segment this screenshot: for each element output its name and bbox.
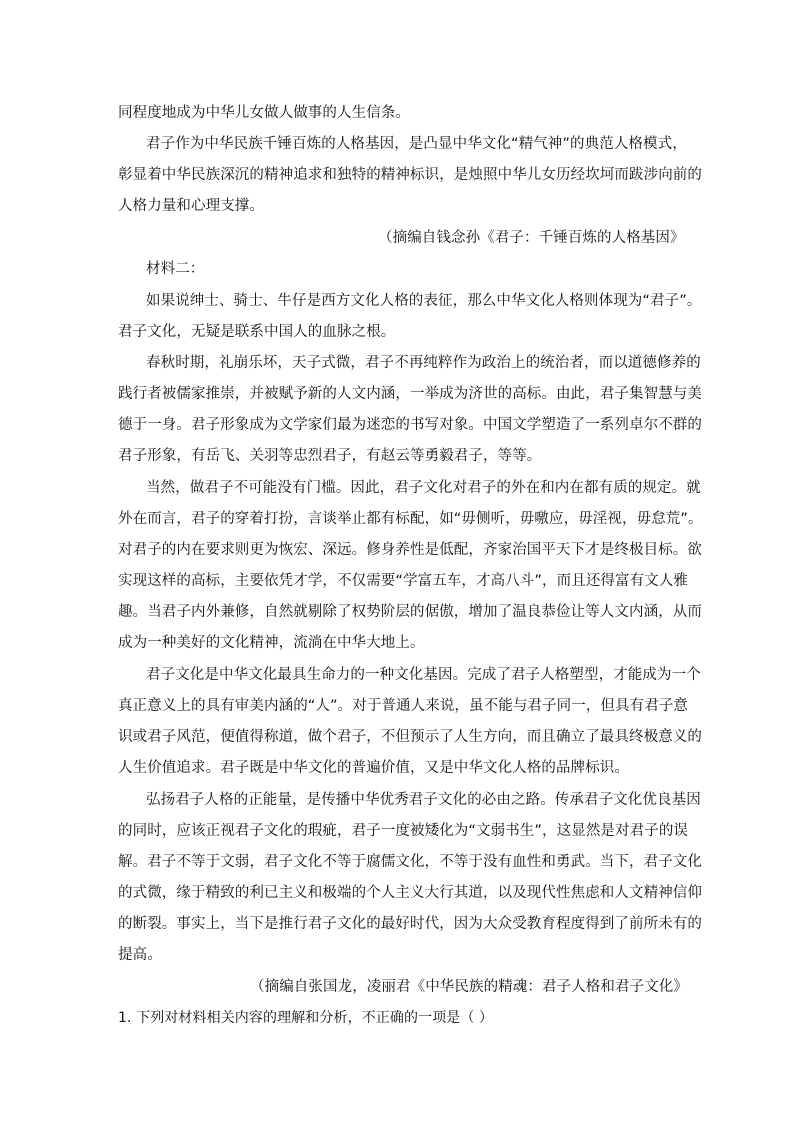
paragraph-promote-line-3: 解。君子不等于文弱，君子文化不等于腐儒文化，不等于没有血性和勇武。当下，君子文化 (118, 854, 702, 870)
paragraph-spring-autumn-line-1: 春秋时期，礼崩乐坏，天子式微，君子不再纯粹作为政治上的统治者，而以道德修养的 (146, 355, 701, 371)
paragraph-promote-line-2: 的同时，应该正视君子文化的瑕疵，君子一度被矮化为“文弱书生”，这显然是对君子的误 (118, 823, 689, 839)
paragraph-junzi-gene-line-1 (146, 135, 687, 153)
material-2-heading: 材料二： (146, 261, 205, 277)
paragraph-threshold-line-6: 成为一种美好的文化精神，流淌在中华大地上。 (118, 635, 425, 651)
paragraph-vitality-line-4: 人生价值追求。君子既是中华文化的普遍价值，又是中华文化人格的品牌标识。 (118, 760, 629, 776)
paragraph-promote-line-5: 的断裂。事实上，当下是推行君子文化的最好时代，因为大众受教育程度得到了前所未有的 (118, 916, 702, 932)
paragraph-intro-line-1: 同程度地成为中华儿女做人做事的人生信条。 (118, 105, 410, 121)
text-run: 君子作为中华民族千锤百炼的人格基因，是凸显中华文化“精气神”的典范人格模式， (146, 136, 687, 152)
paragraph-spring-autumn-line-3: 德于一身。君子形象成为文学家们最为迷恋的书写对象。中国文学塑造了一系列卓尔不群的 (118, 417, 702, 433)
paragraph-promote-line-4: 的式微，缘于精致的利已主义和极端的个人主义大行其道，以及现代性焦虑和人文精神信仰 (118, 885, 702, 901)
paragraph-promote-line-6: 提高。 (118, 947, 162, 963)
paragraph-junzi-gene-line-3: 人格力量和心理支撑。 (118, 198, 264, 214)
paragraph-spring-autumn-line-4: 君子形象，有岳飞、关羽等忠烈君子，有赵云等勇毅君子，等等。 (118, 448, 542, 464)
paragraph-vitality-line-1: 君子文化是中华文化最具生命力的一种文化基因。完成了君子人格塑型，才能成为一个 (146, 667, 701, 683)
paragraph-threshold-line-1: 当然，做君子不可能没有门槛。因此，君子文化对君子的外在和内在都有质的规定。就 (146, 480, 701, 496)
paragraph-promote-line-1: 弘扬君子人格的正能量，是传播中华优秀君子文化的必由之路。传承君子文化优良基因 (146, 792, 701, 808)
source-citation-1: （摘编自钱念孙《君子：千锤百炼的人格基因》 (378, 230, 685, 246)
paragraph-vitality-line-2: 真正意义上的具有审美内涵的“人”。对于普通人来说，虽不能与君子同一，但具有君子意 (118, 698, 689, 714)
paragraph-western-line-2: 君子文化，无疑是联系中国人的血脉之根。 (118, 324, 396, 340)
paragraph-threshold-line-3: 对君子的内在要求则更为恢宏、深远。修身养性是低配，齐家治国平天下才是终极目标。欲 (118, 542, 702, 558)
paragraph-vitality-line-3: 识或君子风范，便值得称道，做个君子，不但预示了人生方向，而且确立了最具终极意义的 (118, 729, 702, 745)
paragraph-western-line-1: 如果说绅士、骑士、牛仔是西方文化人格的表征，那么中华文化人格则体现为“君子”。 (146, 293, 702, 309)
paragraph-junzi-gene-line-2: 彰显着中华民族深沉的精神追求和独特的精神标识，是烛照中华儿女历经坎坷而跋涉向前的 (118, 167, 702, 183)
paragraph-threshold-line-4: 实现这样的高标，主要依凭才学，不仅需要“学富五车，才高八斗”，而且还得富有文人雅 (118, 573, 689, 589)
source-citation-2: （摘编自张国龙，凌丽君《中华民族的精魂：君子人格和君子文化》 (250, 979, 688, 995)
paragraph-threshold-line-5: 趣。当君子内外兼修，自然就剔除了权势阶层的倨傲，增加了温良恭俭让等人文内涵，从而 (118, 604, 702, 620)
question-1: 1. 下列对材料相关内容的理解和分析，不正确的一项是（ ） (118, 1010, 494, 1026)
paragraph-spring-autumn-line-2: 践行者被儒家推崇，并被赋予新的人文内涵，一举成为济世的高标。由此，君子集智慧与美 (118, 386, 702, 402)
paragraph-threshold-line-2: 外在而言，君子的穿着打扮，言谈举止都有标配，如“毋侧听，毋噭应，毋淫视，毋怠荒”。 (118, 511, 703, 527)
